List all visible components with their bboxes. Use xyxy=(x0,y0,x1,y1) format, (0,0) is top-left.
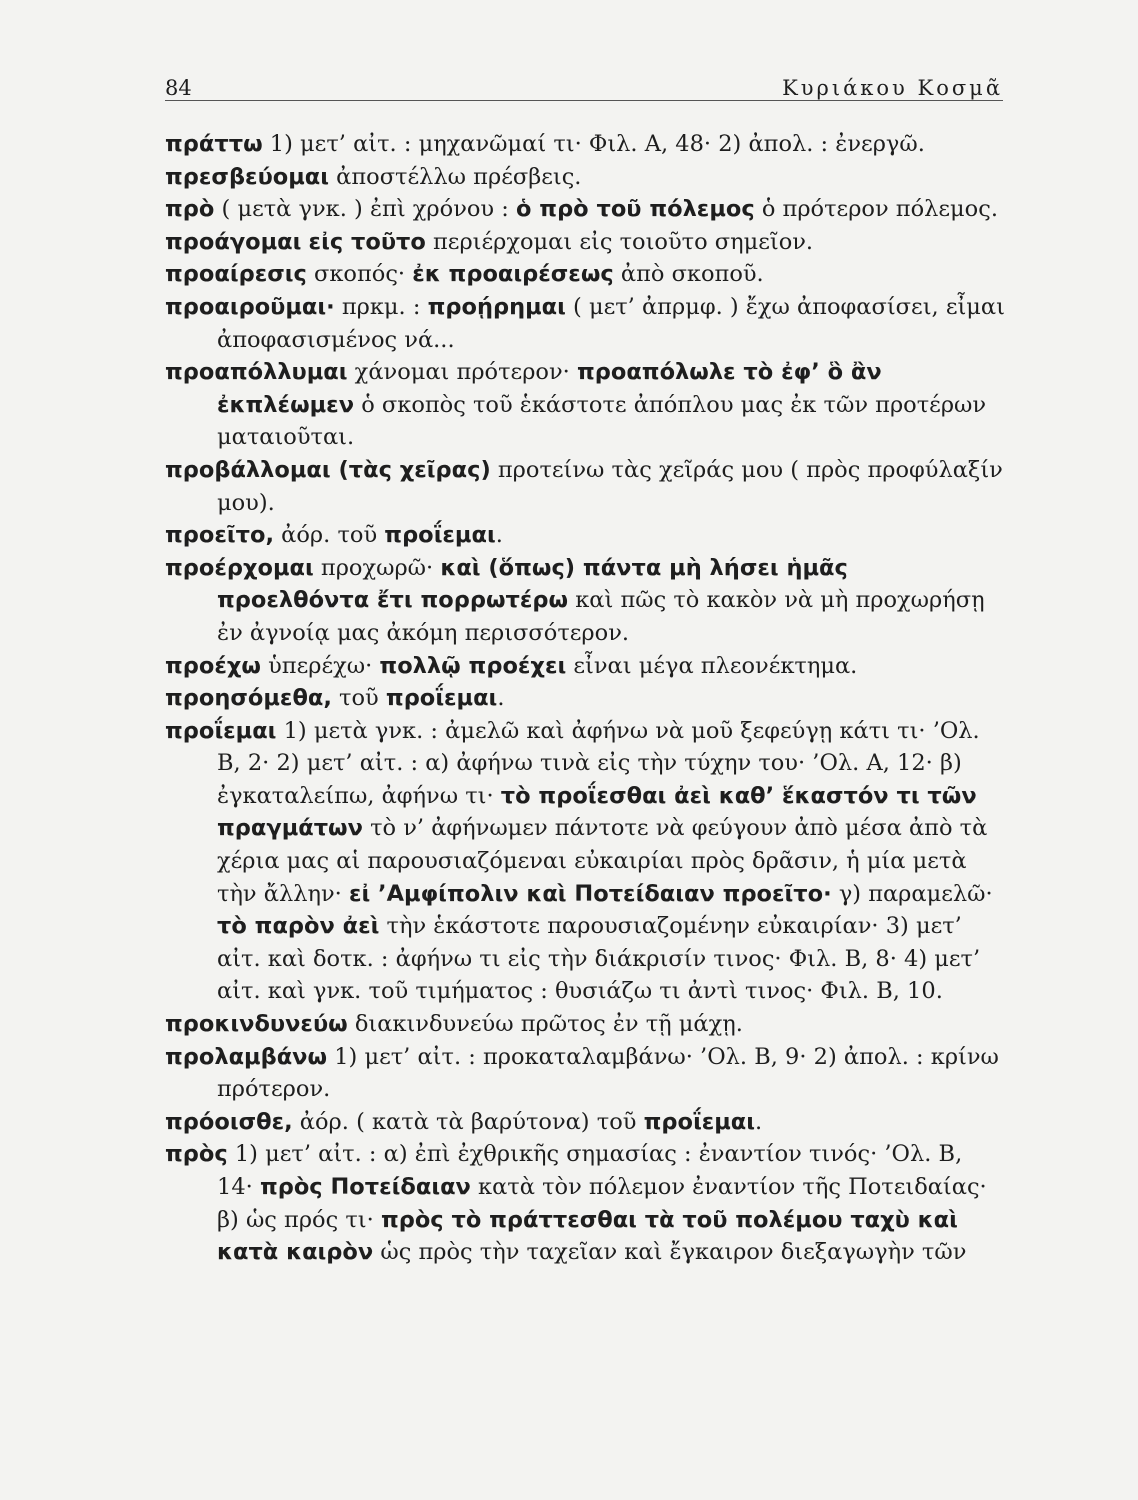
phrase: προΐεμαι xyxy=(384,522,496,549)
headword: προΐεμαι xyxy=(165,717,277,744)
headword: προβάλλομαι (τὰς χεῖρας) xyxy=(165,456,491,483)
phrase: προῄρημαι xyxy=(427,293,566,320)
definition: ( μετὰ γνκ. ) ἐπὶ χρόνου : xyxy=(214,196,516,223)
headword: προέρχομαι xyxy=(165,554,314,581)
phrase: πολλῷ προέχει xyxy=(379,652,567,679)
definition: περιέρχομαι εἰς τοιοῦτο σημεῖον. xyxy=(425,228,814,255)
definition: ἀποστέλλω πρέσβεις. xyxy=(329,163,582,190)
definition: . xyxy=(495,522,503,549)
definition: ( μετ’ ἀπρμφ. ) ἔχω ἀποφασίσει, εἶμαι ἀποφασισμένος νά... xyxy=(217,293,1005,353)
phrase: πρὸς Ποτείδαιαν xyxy=(259,1174,471,1200)
headword: πρεσβεύομαι xyxy=(165,163,330,190)
phrase: καὶ (ὅπως) πάντα μὴ λήσει ἡμᾶς προελθόντα ἔτι πορρωτέρω xyxy=(217,554,848,614)
definition: διακινδυνεύω πρῶτος ἐν τῇ μάχῃ. xyxy=(347,1011,743,1038)
entry-proapollymai xyxy=(165,356,1005,454)
definition: ἀόρ. τοῦ xyxy=(274,522,385,549)
headword: προκινδυνεύω xyxy=(165,1011,348,1038)
entry-proerchomai xyxy=(165,552,1005,650)
definition: εἶναι μέγα πλεονέκτημα. xyxy=(566,652,858,679)
entry-proballomai xyxy=(165,454,1005,519)
entry-proesometha xyxy=(165,682,1005,715)
definition: τὸ ν’ ἀφήνωμεν πάντοτε νὰ φεύγουν ἀπὸ μέσα ἀπὸ τὰ χέρια μας αἱ παρουσιαζόμεναι εὐκαιρίαι πρὸς δρᾶσιν, ἡ μία μετὰ τὴν ἄλλην· xyxy=(217,815,988,907)
headword: πρόοισθε, xyxy=(165,1108,293,1135)
definition: τοῦ xyxy=(331,685,386,712)
headword: πρὸ xyxy=(165,196,215,223)
headword: προέχω xyxy=(165,652,261,679)
entry-prattw xyxy=(165,128,1005,161)
phrase: προΐεμαι xyxy=(385,685,498,712)
glossary-body xyxy=(165,128,1005,1269)
definition: 1) μετ’ αἰτ. : μηχανῶμαί τι· Φιλ. Α, 48· 2) ἀπολ. : ἐνεργῶ. xyxy=(262,131,925,157)
definition xyxy=(301,229,308,255)
headword: πρὸς xyxy=(165,1141,228,1168)
entry-proeito xyxy=(165,519,1005,552)
page-header xyxy=(165,66,1003,101)
entry-proiemai xyxy=(165,715,1005,1008)
definition: ὡς πρὸς τὴν ταχεῖαν καὶ ἔγκαιρον διεξαγωγὴν τῶν xyxy=(373,1239,967,1266)
phrase: εἰς τοῦτο xyxy=(308,228,426,255)
phrase: τὸ παρὸν ἀεὶ xyxy=(217,913,380,940)
entry-proagomai xyxy=(165,226,1005,259)
definition: . xyxy=(497,685,505,712)
entry-prolambano xyxy=(165,1041,1005,1106)
headword: προλαμβάνω xyxy=(165,1043,328,1070)
definition: ὁ σκοπὸς τοῦ ἑκάστοτε ἀπόπλου μας ἐκ τῶν προτέρων ματαιοῦται. xyxy=(217,391,987,451)
headword: προάγομαι xyxy=(165,228,302,255)
definition: κατὰ τὸν πόλεμον ἐναντίον τῆς Ποτειδαίας· β) ὡς πρός τι· xyxy=(217,1174,987,1233)
headword: προαιροῦμαι· xyxy=(165,293,335,320)
entry-presbeuomai xyxy=(165,161,1005,194)
definition: ἀόρ. ( κατὰ τὰ βαρύτονα) τοῦ xyxy=(292,1108,644,1135)
definition: ὑπερέχω· xyxy=(260,652,380,679)
definition: χάνομαι πρότερον· xyxy=(347,359,577,386)
definition: 1) μετ’ αἰτ. : α) ἐπὶ ἐχθρικῆς σημασίας : ἐναντίον τινός· ’Ολ. Β, 14· xyxy=(217,1141,963,1200)
definition: πρκμ. : xyxy=(334,293,428,320)
entry-pros xyxy=(165,1138,1005,1268)
phrase: τὸ προΐεσθαι ἀεὶ καθ’ ἕκαστόν τι τῶν πραγμάτων xyxy=(217,782,977,842)
headword: προαίρεσις xyxy=(165,261,307,288)
headword: προαπόλλυμαι xyxy=(165,359,348,386)
page-number: 84 xyxy=(165,76,192,100)
definition: καὶ πῶς τὸ κακὸν νὰ μὴ προχωρήσῃ ἐν ἀγνοίᾳ μας ἀκόμη περισσότερον. xyxy=(217,587,985,646)
definition: γ) παραμελῶ· xyxy=(831,880,993,907)
definition: 1) μετ’ αἰτ. : προκαταλαμβάνω· ’Ολ. Β, 9· 2) ἀπολ. : κρίνω πρότερον. xyxy=(217,1043,999,1103)
definition: προτείνω τὰς χεῖράς μου ( πρὸς προφύλαξίν μου). xyxy=(217,456,1003,516)
phrase: πρὸς τὸ πράττεσθαι τὰ τοῦ πολέμου ταχὺ καὶ κατὰ καιρὸν xyxy=(217,1206,958,1266)
phrase: εἰ ’Αμφίπολιν καὶ Ποτείδαιαν προεῖτο· xyxy=(348,880,832,907)
entry-proairoumai xyxy=(165,291,1005,356)
phrase: προΐεμαι xyxy=(643,1108,756,1135)
definition: σκοπός· xyxy=(306,261,413,288)
entry-proecho xyxy=(165,650,1005,683)
entry-proairesis xyxy=(165,258,1005,291)
running-title: Κυριάκου Κοσμᾶ xyxy=(782,76,1003,100)
definition: προχωρῶ· xyxy=(313,554,441,581)
headword: προεῖτο, xyxy=(165,522,275,549)
definition: ὁ πρότερον πόλεμος. xyxy=(754,196,998,223)
phrase: ὁ πρὸ τοῦ πόλεμος xyxy=(515,196,755,223)
definition: ἀπὸ σκοποῦ. xyxy=(613,261,764,288)
phrase: προαπόλωλε τὸ ἐφ’ ὃ ἂν ἐκπλέωμεν xyxy=(217,359,882,418)
headword: πράττω xyxy=(165,131,263,157)
entry-prokindyneuo xyxy=(165,1008,1005,1041)
definition: τὴν ἑκάστοτε παρουσιαζομένην εὐκαιρίαν· 3) μετ’ αἰτ. καὶ δοτκ. : ἀφήνω τι εἰς τὴν διάκρισίν τινος· Φιλ. Β, 8· 4) μετ’ αἰτ. καὶ γνκ. τοῦ τιμήματος : θυσιάζω τι ἀντὶ τινος· Φιλ. Β, 10. xyxy=(217,913,981,1005)
definition: 1) μετὰ γνκ. : ἀμελῶ καὶ ἀφήνω νὰ μοῦ ξεφεύγῃ κάτι τι· ’Ολ. Β, 2· 2) μετ’ αἰτ. : α) ἀφήνω τινὰ εἰς τὴν τύχην του· ’Ολ. Α, 12· β) ἐγκαταλείπω, ἀφήνω τι· xyxy=(217,717,980,809)
definition: . xyxy=(755,1108,763,1135)
entry-pro xyxy=(165,193,1005,226)
entry-prooisthe xyxy=(165,1106,1005,1139)
phrase: ἐκ προαιρέσεως xyxy=(412,261,614,288)
headword: προησόμεθα, xyxy=(165,685,332,712)
